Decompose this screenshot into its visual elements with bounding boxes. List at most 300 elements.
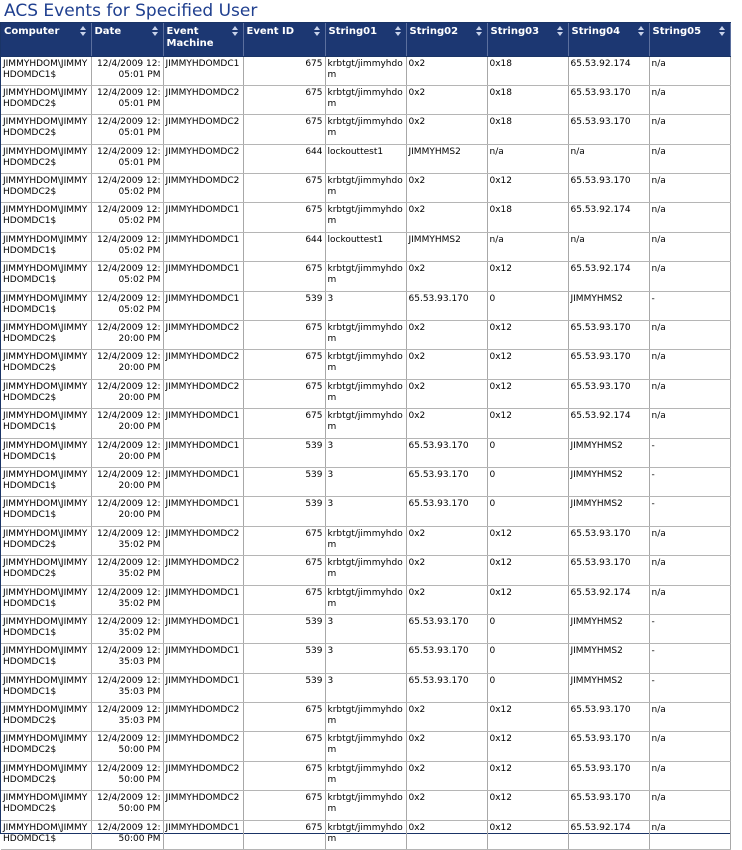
cell-event-machine: JIMMYHDOMDC2 xyxy=(163,791,243,820)
cell-event-machine: JIMMYHDOMDC1 xyxy=(163,56,243,85)
cell-computer: JIMMYHDOM\JIMMYHDOMDC1$ xyxy=(1,438,91,467)
cell-string03: 0x12 xyxy=(487,262,568,291)
cell-string05: n/a xyxy=(649,585,730,614)
cell-date: 12/4/2009 12:35:02 PM xyxy=(91,526,163,555)
cell-event-id: 539 xyxy=(243,644,325,673)
cell-string03: n/a xyxy=(487,144,568,173)
cell-string02: 0x2 xyxy=(406,526,487,555)
cell-string03: 0x12 xyxy=(487,791,568,820)
cell-event-machine: JIMMYHDOMDC2 xyxy=(163,556,243,585)
cell-string05: n/a xyxy=(649,703,730,732)
cell-string04: 65.53.93.170 xyxy=(568,556,649,585)
cell-computer: JIMMYHDOM\JIMMYHDOMDC2$ xyxy=(1,85,91,114)
cell-computer: JIMMYHDOM\JIMMYHDOMDC1$ xyxy=(1,203,91,232)
cell-string02: 0x2 xyxy=(406,350,487,379)
cell-event-id: 675 xyxy=(243,321,325,350)
cell-computer: JIMMYHDOM\JIMMYHDOMDC2$ xyxy=(1,174,91,203)
table-row xyxy=(1,791,730,820)
cell-computer: JIMMYHDOM\JIMMYHDOMDC2$ xyxy=(1,379,91,408)
cell-string05: - xyxy=(649,644,730,673)
cell-event-machine: JIMMYHDOMDC2 xyxy=(163,144,243,173)
cell-string01: krbtgt/jimmyhdom xyxy=(325,409,406,438)
cell-string03: 0 xyxy=(487,673,568,702)
cell-event-id: 675 xyxy=(243,115,325,144)
cell-string05: n/a xyxy=(649,820,730,849)
cell-event-id: 539 xyxy=(243,438,325,467)
cell-string05: - xyxy=(649,467,730,496)
cell-string05: n/a xyxy=(649,732,730,761)
column-header-string03[interactable] xyxy=(487,23,568,56)
cell-event-machine: JIMMYHDOMDC1 xyxy=(163,673,243,702)
cell-string02: JIMMYHMS2 xyxy=(406,144,487,173)
cell-event-id: 675 xyxy=(243,350,325,379)
cell-string05: - xyxy=(649,614,730,643)
cell-date: 12/4/2009 12:05:02 PM xyxy=(91,203,163,232)
column-header-label: String05 xyxy=(652,26,702,37)
table-row xyxy=(1,820,730,849)
cell-date: 12/4/2009 12:05:02 PM xyxy=(91,262,163,291)
cell-string02: 0x2 xyxy=(406,321,487,350)
cell-date: 12/4/2009 12:35:02 PM xyxy=(91,585,163,614)
cell-computer: JIMMYHDOM\JIMMYHDOMDC1$ xyxy=(1,56,91,85)
cell-string01: krbtgt/jimmyhdom xyxy=(325,526,406,555)
cell-string05: - xyxy=(649,438,730,467)
cell-string05: n/a xyxy=(649,791,730,820)
cell-string05: n/a xyxy=(649,262,730,291)
cell-event-id: 675 xyxy=(243,526,325,555)
cell-date: 12/4/2009 12:20:00 PM xyxy=(91,467,163,496)
cell-event-machine: JIMMYHDOMDC1 xyxy=(163,232,243,261)
cell-string05: n/a xyxy=(649,409,730,438)
sort-arrows-icon[interactable] xyxy=(557,26,564,37)
cell-computer: JIMMYHDOM\JIMMYHDOMDC1$ xyxy=(1,467,91,496)
cell-string01: krbtgt/jimmyhdom xyxy=(325,85,406,114)
cell-date: 12/4/2009 12:50:00 PM xyxy=(91,820,163,849)
cell-string02: 0x2 xyxy=(406,262,487,291)
cell-computer: JIMMYHDOM\JIMMYHDOMDC1$ xyxy=(1,614,91,643)
cell-string05: n/a xyxy=(649,85,730,114)
cell-string01: lockouttest1 xyxy=(325,232,406,261)
cell-computer: JIMMYHDOM\JIMMYHDOMDC1$ xyxy=(1,673,91,702)
cell-string01: krbtgt/jimmyhdom xyxy=(325,350,406,379)
cell-date: 12/4/2009 12:05:02 PM xyxy=(91,232,163,261)
cell-string05: n/a xyxy=(649,321,730,350)
cell-string04: JIMMYHMS2 xyxy=(568,614,649,643)
cell-date: 12/4/2009 12:35:03 PM xyxy=(91,644,163,673)
table-row xyxy=(1,262,730,291)
cell-date: 12/4/2009 12:35:03 PM xyxy=(91,703,163,732)
cell-string01: 3 xyxy=(325,291,406,320)
table-row xyxy=(1,703,730,732)
cell-string03: 0 xyxy=(487,497,568,526)
cell-string03: 0x12 xyxy=(487,350,568,379)
cell-event-id: 675 xyxy=(243,262,325,291)
cell-event-machine: JIMMYHDOMDC2 xyxy=(163,115,243,144)
cell-event-machine: JIMMYHDOMDC1 xyxy=(163,614,243,643)
cell-string03: 0x18 xyxy=(487,203,568,232)
cell-string04: 65.53.92.174 xyxy=(568,585,649,614)
table-row xyxy=(1,232,730,261)
cell-string04: JIMMYHMS2 xyxy=(568,497,649,526)
table-header-row xyxy=(1,23,730,56)
cell-string05: n/a xyxy=(649,174,730,203)
cell-string02: 0x2 xyxy=(406,732,487,761)
cell-string03: 0x12 xyxy=(487,379,568,408)
cell-string03: 0x12 xyxy=(487,820,568,849)
cell-string03: 0x18 xyxy=(487,56,568,85)
cell-event-id: 675 xyxy=(243,409,325,438)
table-row xyxy=(1,614,730,643)
cell-string05: n/a xyxy=(649,526,730,555)
cell-string05: - xyxy=(649,497,730,526)
cell-string04: 65.53.93.170 xyxy=(568,85,649,114)
cell-event-machine: JIMMYHDOMDC1 xyxy=(163,497,243,526)
cell-date: 12/4/2009 12:20:00 PM xyxy=(91,379,163,408)
cell-event-id: 675 xyxy=(243,761,325,790)
cell-event-machine: JIMMYHDOMDC2 xyxy=(163,761,243,790)
cell-string05: n/a xyxy=(649,761,730,790)
table-row xyxy=(1,379,730,408)
cell-computer: JIMMYHDOM\JIMMYHDOMDC1$ xyxy=(1,262,91,291)
cell-string05: - xyxy=(649,673,730,702)
column-header-computer[interactable] xyxy=(1,23,91,56)
cell-string02: 0x2 xyxy=(406,174,487,203)
cell-string04: 65.53.93.170 xyxy=(568,174,649,203)
cell-computer: JIMMYHDOM\JIMMYHDOMDC2$ xyxy=(1,791,91,820)
table-row xyxy=(1,85,730,114)
cell-string05: n/a xyxy=(649,115,730,144)
cell-event-machine: JIMMYHDOMDC2 xyxy=(163,321,243,350)
cell-string04: 65.53.93.170 xyxy=(568,350,649,379)
cell-string01: 3 xyxy=(325,644,406,673)
cell-string03: 0x12 xyxy=(487,321,568,350)
cell-event-machine: JIMMYHDOMDC1 xyxy=(163,644,243,673)
column-header-string01[interactable] xyxy=(325,23,406,56)
cell-event-machine: JIMMYHDOMDC2 xyxy=(163,85,243,114)
page-title: ACS Events for Specified User xyxy=(4,1,258,21)
column-header-string04[interactable] xyxy=(568,23,649,56)
cell-string02: 65.53.93.170 xyxy=(406,497,487,526)
sort-arrows-icon[interactable] xyxy=(232,26,239,37)
cell-computer: JIMMYHDOM\JIMMYHDOMDC2$ xyxy=(1,556,91,585)
sort-arrows-icon[interactable] xyxy=(395,26,402,37)
cell-computer: JIMMYHDOM\JIMMYHDOMDC1$ xyxy=(1,291,91,320)
table-row xyxy=(1,321,730,350)
cell-event-machine: JIMMYHDOMDC2 xyxy=(163,703,243,732)
cell-string02: 0x2 xyxy=(406,820,487,849)
cell-event-id: 644 xyxy=(243,144,325,173)
cell-string05: n/a xyxy=(649,379,730,408)
column-header-date[interactable] xyxy=(91,23,163,56)
cell-string05: n/a xyxy=(649,203,730,232)
cell-date: 12/4/2009 12:20:00 PM xyxy=(91,350,163,379)
cell-event-machine: JIMMYHDOMDC1 xyxy=(163,409,243,438)
table-row xyxy=(1,409,730,438)
table-row xyxy=(1,115,730,144)
cell-computer: JIMMYHDOM\JIMMYHDOMDC1$ xyxy=(1,497,91,526)
table-row xyxy=(1,585,730,614)
cell-string04: 65.53.93.170 xyxy=(568,761,649,790)
column-header-label: String04 xyxy=(571,26,621,37)
cell-computer: JIMMYHDOM\JIMMYHDOMDC2$ xyxy=(1,732,91,761)
events-table-frame xyxy=(0,22,731,844)
table-row xyxy=(1,438,730,467)
cell-computer: JIMMYHDOM\JIMMYHDOMDC1$ xyxy=(1,409,91,438)
cell-event-id: 675 xyxy=(243,703,325,732)
cell-event-machine: JIMMYHDOMDC1 xyxy=(163,585,243,614)
cell-string04: 65.53.93.170 xyxy=(568,526,649,555)
cell-string03: n/a xyxy=(487,232,568,261)
table-row xyxy=(1,144,730,173)
cell-string02: 65.53.93.170 xyxy=(406,644,487,673)
table-row xyxy=(1,174,730,203)
cell-string02: 0x2 xyxy=(406,703,487,732)
cell-string03: 0x12 xyxy=(487,761,568,790)
cell-string04: 65.53.93.170 xyxy=(568,115,649,144)
cell-string01: krbtgt/jimmyhdom xyxy=(325,761,406,790)
table-row xyxy=(1,556,730,585)
cell-date: 12/4/2009 12:35:02 PM xyxy=(91,614,163,643)
cell-string03: 0x18 xyxy=(487,85,568,114)
cell-event-id: 675 xyxy=(243,556,325,585)
cell-event-machine: JIMMYHDOMDC1 xyxy=(163,262,243,291)
cell-computer: JIMMYHDOM\JIMMYHDOMDC1$ xyxy=(1,820,91,849)
cell-string02: 65.53.93.170 xyxy=(406,673,487,702)
cell-string05: n/a xyxy=(649,556,730,585)
cell-date: 12/4/2009 12:05:01 PM xyxy=(91,144,163,173)
cell-string01: krbtgt/jimmyhdom xyxy=(325,174,406,203)
table-row xyxy=(1,497,730,526)
cell-string03: 0 xyxy=(487,614,568,643)
cell-date: 12/4/2009 12:05:02 PM xyxy=(91,174,163,203)
cell-string04: 65.53.92.174 xyxy=(568,262,649,291)
table-row xyxy=(1,203,730,232)
cell-string01: krbtgt/jimmyhdom xyxy=(325,703,406,732)
cell-computer: JIMMYHDOM\JIMMYHDOMDC1$ xyxy=(1,232,91,261)
cell-string02: 0x2 xyxy=(406,56,487,85)
cell-string04: JIMMYHMS2 xyxy=(568,644,649,673)
cell-string01: krbtgt/jimmyhdom xyxy=(325,791,406,820)
cell-string04: 65.53.93.170 xyxy=(568,379,649,408)
cell-string01: 3 xyxy=(325,438,406,467)
cell-event-machine: JIMMYHDOMDC2 xyxy=(163,732,243,761)
sort-arrows-icon[interactable] xyxy=(638,26,645,37)
cell-string05: - xyxy=(649,291,730,320)
cell-string02: 65.53.93.170 xyxy=(406,467,487,496)
cell-date: 12/4/2009 12:05:01 PM xyxy=(91,115,163,144)
cell-event-machine: JIMMYHDOMDC1 xyxy=(163,438,243,467)
cell-computer: JIMMYHDOM\JIMMYHDOMDC2$ xyxy=(1,321,91,350)
column-header-label: Date xyxy=(94,26,122,37)
cell-string02: 0x2 xyxy=(406,409,487,438)
cell-event-id: 675 xyxy=(243,203,325,232)
sort-arrows-icon[interactable] xyxy=(476,26,483,37)
column-header-label: String01 xyxy=(328,26,378,37)
cell-event-machine: JIMMYHDOMDC2 xyxy=(163,379,243,408)
cell-date: 12/4/2009 12:35:03 PM xyxy=(91,673,163,702)
cell-string04: 65.53.92.174 xyxy=(568,409,649,438)
cell-string01: krbtgt/jimmyhdom xyxy=(325,585,406,614)
cell-date: 12/4/2009 12:20:00 PM xyxy=(91,497,163,526)
cell-date: 12/4/2009 12:50:00 PM xyxy=(91,732,163,761)
cell-event-id: 539 xyxy=(243,673,325,702)
cell-event-machine: JIMMYHDOMDC1 xyxy=(163,203,243,232)
sort-arrows-icon[interactable] xyxy=(152,26,159,37)
cell-string01: krbtgt/jimmyhdom xyxy=(325,262,406,291)
cell-string04: 65.53.92.174 xyxy=(568,56,649,85)
cell-computer: JIMMYHDOM\JIMMYHDOMDC2$ xyxy=(1,115,91,144)
cell-event-id: 539 xyxy=(243,614,325,643)
cell-string03: 0x12 xyxy=(487,732,568,761)
table-row xyxy=(1,56,730,85)
cell-string01: krbtgt/jimmyhdom xyxy=(325,820,406,849)
cell-event-id: 539 xyxy=(243,497,325,526)
column-header-event-machine[interactable] xyxy=(163,23,243,56)
cell-string02: 0x2 xyxy=(406,379,487,408)
cell-string01: 3 xyxy=(325,673,406,702)
cell-event-machine: JIMMYHDOMDC1 xyxy=(163,467,243,496)
cell-string04: 65.53.93.170 xyxy=(568,703,649,732)
cell-event-id: 675 xyxy=(243,85,325,114)
cell-event-id: 675 xyxy=(243,585,325,614)
column-header-label: Computer xyxy=(4,26,60,37)
cell-date: 12/4/2009 12:35:02 PM xyxy=(91,556,163,585)
column-header-label: String02 xyxy=(409,26,459,37)
cell-event-id: 644 xyxy=(243,232,325,261)
cell-string01: 3 xyxy=(325,497,406,526)
cell-string02: 0x2 xyxy=(406,791,487,820)
cell-string04: n/a xyxy=(568,144,649,173)
table-row xyxy=(1,644,730,673)
cell-event-id: 675 xyxy=(243,791,325,820)
column-header-event-id[interactable] xyxy=(243,23,325,56)
sort-arrows-icon[interactable] xyxy=(719,26,726,37)
cell-computer: JIMMYHDOM\JIMMYHDOMDC1$ xyxy=(1,644,91,673)
cell-string02: 65.53.93.170 xyxy=(406,614,487,643)
cell-string02: 0x2 xyxy=(406,85,487,114)
column-header-string05[interactable] xyxy=(649,23,730,56)
cell-string04: n/a xyxy=(568,232,649,261)
column-header-string02[interactable] xyxy=(406,23,487,56)
cell-event-machine: JIMMYHDOMDC2 xyxy=(163,526,243,555)
cell-string04: JIMMYHMS2 xyxy=(568,291,649,320)
cell-string03: 0x12 xyxy=(487,409,568,438)
cell-date: 12/4/2009 12:05:01 PM xyxy=(91,56,163,85)
cell-string03: 0x12 xyxy=(487,585,568,614)
cell-string03: 0x12 xyxy=(487,556,568,585)
cell-string03: 0 xyxy=(487,291,568,320)
cell-date: 12/4/2009 12:05:02 PM xyxy=(91,291,163,320)
cell-event-id: 675 xyxy=(243,820,325,849)
cell-string03: 0x12 xyxy=(487,703,568,732)
cell-string03: 0x12 xyxy=(487,526,568,555)
cell-event-machine: JIMMYHDOMDC2 xyxy=(163,350,243,379)
cell-string04: JIMMYHMS2 xyxy=(568,673,649,702)
cell-string02: 0x2 xyxy=(406,761,487,790)
cell-computer: JIMMYHDOM\JIMMYHDOMDC2$ xyxy=(1,526,91,555)
cell-event-id: 675 xyxy=(243,174,325,203)
cell-string01: krbtgt/jimmyhdom xyxy=(325,379,406,408)
cell-string02: 0x2 xyxy=(406,585,487,614)
cell-string01: krbtgt/jimmyhdom xyxy=(325,115,406,144)
cell-string04: JIMMYHMS2 xyxy=(568,438,649,467)
cell-string02: 0x2 xyxy=(406,556,487,585)
cell-computer: JIMMYHDOM\JIMMYHDOMDC1$ xyxy=(1,585,91,614)
cell-string05: n/a xyxy=(649,232,730,261)
cell-date: 12/4/2009 12:05:01 PM xyxy=(91,85,163,114)
cell-computer: JIMMYHDOM\JIMMYHDOMDC2$ xyxy=(1,144,91,173)
sort-arrows-icon[interactable] xyxy=(80,26,87,37)
cell-string04: 65.53.92.174 xyxy=(568,203,649,232)
cell-string03: 0 xyxy=(487,438,568,467)
cell-string01: krbtgt/jimmyhdom xyxy=(325,556,406,585)
table-row xyxy=(1,761,730,790)
cell-string01: lockouttest1 xyxy=(325,144,406,173)
cell-date: 12/4/2009 12:20:00 PM xyxy=(91,409,163,438)
cell-date: 12/4/2009 12:20:00 PM xyxy=(91,438,163,467)
cell-date: 12/4/2009 12:20:00 PM xyxy=(91,321,163,350)
cell-string02: 65.53.93.170 xyxy=(406,291,487,320)
cell-string01: krbtgt/jimmyhdom xyxy=(325,203,406,232)
cell-string05: n/a xyxy=(649,144,730,173)
cell-event-id: 675 xyxy=(243,379,325,408)
cell-string03: 0x18 xyxy=(487,115,568,144)
table-row xyxy=(1,732,730,761)
column-header-label: Event ID xyxy=(246,26,295,37)
table-row xyxy=(1,526,730,555)
cell-event-id: 539 xyxy=(243,291,325,320)
cell-event-machine: JIMMYHDOMDC2 xyxy=(163,174,243,203)
cell-event-id: 675 xyxy=(243,56,325,85)
events-table xyxy=(1,23,731,850)
column-header-label: Event Machine xyxy=(166,26,214,49)
cell-string01: 3 xyxy=(325,614,406,643)
cell-string01: krbtgt/jimmyhdom xyxy=(325,732,406,761)
cell-string04: 65.53.93.170 xyxy=(568,791,649,820)
cell-string03: 0 xyxy=(487,644,568,673)
table-row xyxy=(1,673,730,702)
cell-string05: n/a xyxy=(649,56,730,85)
table-row xyxy=(1,291,730,320)
cell-event-machine: JIMMYHDOMDC1 xyxy=(163,291,243,320)
cell-string01: krbtgt/jimmyhdom xyxy=(325,321,406,350)
cell-date: 12/4/2009 12:50:00 PM xyxy=(91,761,163,790)
cell-string05: n/a xyxy=(649,350,730,379)
column-header-label: String03 xyxy=(490,26,540,37)
sort-arrows-icon[interactable] xyxy=(314,26,321,37)
cell-string04: JIMMYHMS2 xyxy=(568,467,649,496)
cell-event-id: 539 xyxy=(243,467,325,496)
cell-computer: JIMMYHDOM\JIMMYHDOMDC2$ xyxy=(1,703,91,732)
cell-computer: JIMMYHDOM\JIMMYHDOMDC2$ xyxy=(1,761,91,790)
cell-computer: JIMMYHDOM\JIMMYHDOMDC2$ xyxy=(1,350,91,379)
cell-string03: 0x12 xyxy=(487,174,568,203)
cell-string04: 65.53.93.170 xyxy=(568,321,649,350)
cell-string02: 0x2 xyxy=(406,115,487,144)
table-body xyxy=(1,56,730,850)
table-row xyxy=(1,467,730,496)
cell-string04: 65.53.93.170 xyxy=(568,732,649,761)
table-row xyxy=(1,350,730,379)
cell-event-machine: JIMMYHDOMDC1 xyxy=(163,820,243,849)
cell-string01: 3 xyxy=(325,467,406,496)
cell-string01: krbtgt/jimmyhdom xyxy=(325,56,406,85)
cell-event-id: 675 xyxy=(243,732,325,761)
cell-string04: 65.53.92.174 xyxy=(568,820,649,849)
cell-string02: 0x2 xyxy=(406,203,487,232)
cell-string03: 0 xyxy=(487,467,568,496)
cell-string02: JIMMYHMS2 xyxy=(406,232,487,261)
